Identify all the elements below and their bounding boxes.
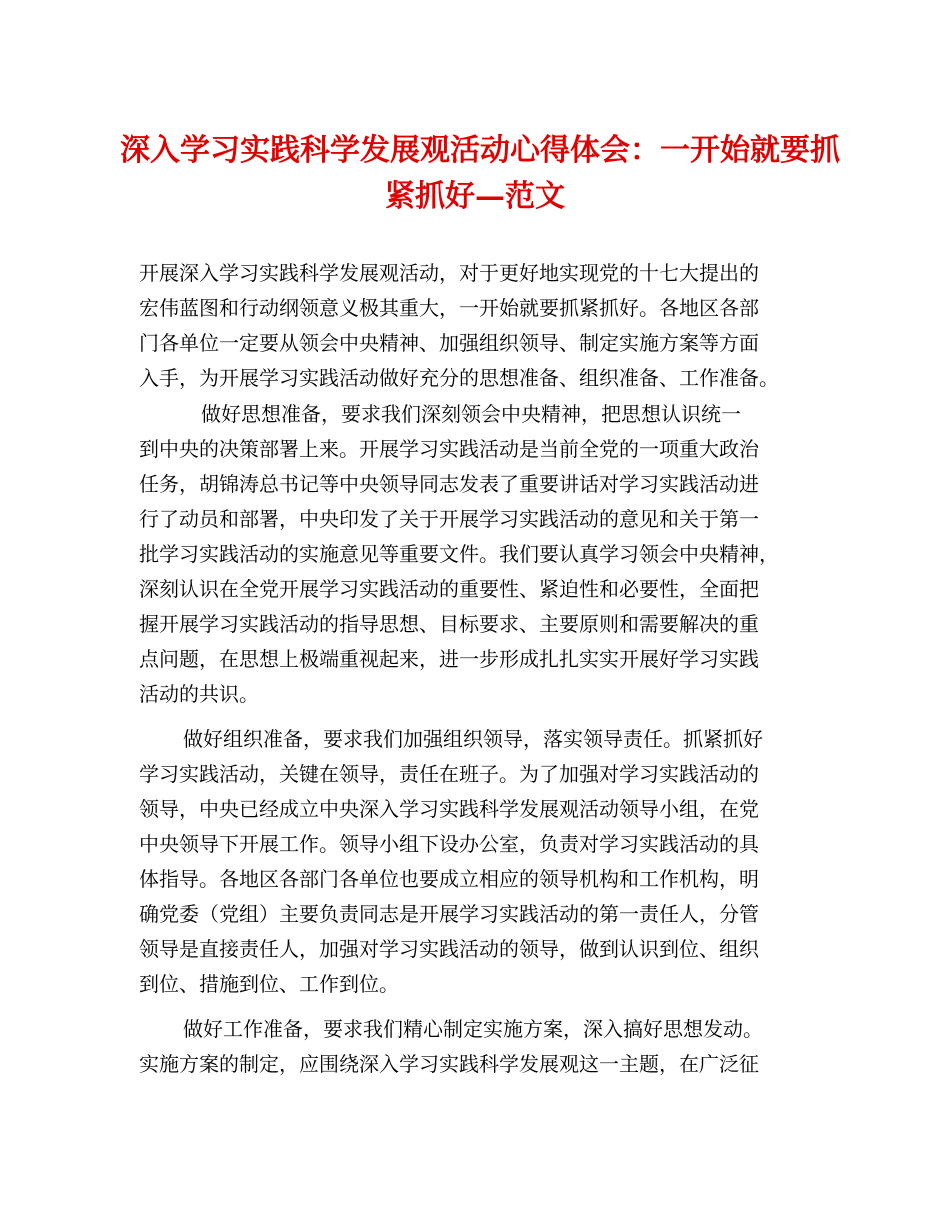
- paragraph-line: 做好组织准备，要求我们加强组织领导，落实领导责任。抓紧抓好: [183, 727, 763, 751]
- document-title: [120, 128, 840, 220]
- paragraph-line: 深刻认识在全党开展学习实践活动的重要性、紧迫性和必要性，全面把: [139, 577, 759, 601]
- paragraph-4: [139, 1012, 819, 1082]
- paragraph-line: 领导是直接责任人，加强对学习实践活动的领导，做到认识到位、组织: [139, 937, 759, 961]
- paragraph-line: 学习实践活动，关键在领导，责任在班子。为了加强对学习实践活动的: [139, 762, 759, 786]
- paragraph-line: 到位、措施到位、工作到位。: [139, 972, 399, 996]
- paragraph-line: 中央领导下开展工作。领导小组下设办公室，负责对学习实践活动的具: [139, 832, 759, 856]
- paragraph-1: [139, 256, 819, 396]
- paragraph-line: 入手，为开展学习实践活动做好充分的思想准备、组织准备、工作准备。: [139, 366, 779, 390]
- paragraph-line: 握开展学习实践活动的指导思想、目标要求、主要原则和需要解决的重: [139, 612, 759, 636]
- title-line-1: 深入学习实践科学发展观活动心得体会：一开始就要抓: [120, 133, 840, 168]
- paragraph-line: 开展深入学习实践科学发展观活动，对于更好地实现党的十七大提出的: [139, 261, 759, 285]
- paragraph-line: 点问题，在思想上极端重视起来，进一步形成扎扎实实开展好学习实践: [139, 647, 759, 671]
- paragraph-3: [139, 722, 819, 1002]
- paragraph-line: 任务，胡锦涛总书记等中央领导同志发表了重要讲话对学习实践活动进: [139, 472, 759, 496]
- paragraph-line: 确党委（党组）主要负责同志是开展学习实践活动的第一责任人，分管: [139, 902, 759, 926]
- paragraph-line: 实施方案的制定，应围绕深入学习实践科学发展观这一主题，在广泛征: [139, 1052, 759, 1076]
- paragraph-line: 批学习实践活动的实施意见等重要文件。我们要认真学习领会中央精神，: [139, 542, 779, 566]
- paragraph-line: 行了动员和部署，中央印发了关于开展学习实践活动的意见和关于第一: [139, 507, 759, 531]
- paragraph-line: 领导，中央已经成立中央深入学习实践科学发展观活动领导小组，在党: [139, 797, 759, 821]
- paragraph-line: 体指导。各地区各部门各单位也要成立相应的领导机构和工作机构，明: [139, 867, 759, 891]
- paragraph-line: 到中央的决策部署上来。开展学习实践活动是当前全党的一项重大政治: [139, 437, 759, 461]
- paragraph-line: 活动的共识。: [139, 682, 259, 706]
- paragraph-line: 做好思想准备，要求我们深刻领会中央精神，把思想认识统一: [201, 402, 741, 426]
- paragraph-line: 宏伟蓝图和行动纲领意义极其重大，一开始就要抓紧抓好。各地区各部: [139, 296, 759, 320]
- paragraph-2: [139, 397, 819, 712]
- paragraph-line: 做好工作准备，要求我们精心制定实施方案，深入搞好思想发动。: [183, 1017, 763, 1041]
- title-line-2: 紧抓好—范文: [385, 179, 565, 214]
- paragraph-line: 门各单位一定要从领会中央精神、加强组织领导、制定实施方案等方面: [139, 331, 759, 355]
